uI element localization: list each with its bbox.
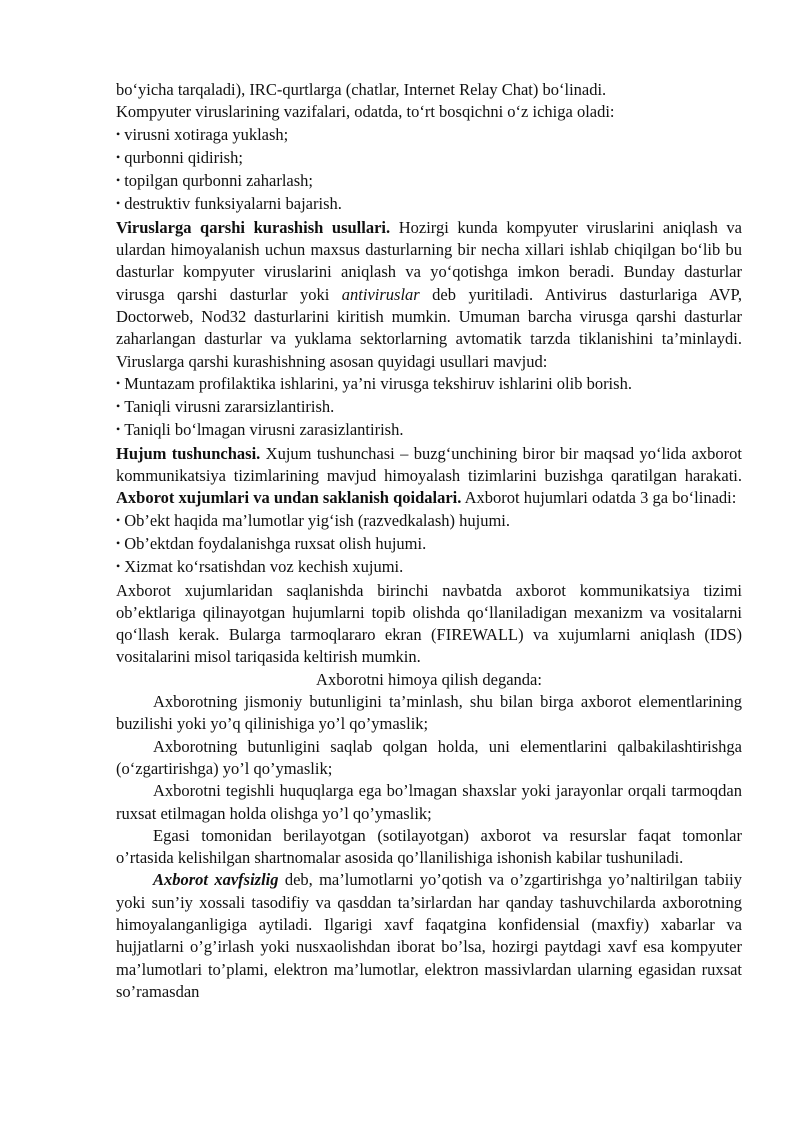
paragraph-protection-3: Axborotni tegishli huquqlarga ega bo’lmagan shaxslar yoki jarayonlar orqali tarmoqdan ruxsat etilmagan holda olishga yo’l qo’ymaslik; [116, 781, 742, 823]
paragraph-text: deb yuritiladi. Antivirus dasturlariga AVP, Doctorweb, Nod32 dasturlarini kiritish mumkin. Umuman barcha virusga qarshi dasturlar zaharlangan dasturlar va yuklama sektorlarning avtomatik tarzda tiklanishini ta’minlaydi. Viruslarga qarshi kurashishning asosan quyidagi usullari mavjud: [116, 284, 742, 371]
paragraph-virus-functions: Kompyuter viruslarining vazifalari, odatda, to‘rt bosqichni o‘z ichiga oladi: [116, 102, 615, 122]
paragraph-attack-concept [116, 443, 742, 510]
document-page [116, 79, 742, 1003]
paragraph-protection-2: Axborotning butunligini saqlab qolgan holda, uni elementlarini qalbakilashtirishga (o‘zgartirishga) yo’l qo’ymaslik; [116, 736, 742, 778]
list-item: • topilgan qurbonni zaharlash; [116, 170, 742, 193]
list-item: • destruktiv funksiyalarni bajarish. [116, 193, 742, 216]
centered-line: Axborotni himoya qilish deganda: [316, 669, 542, 689]
list-item: • Ob’ektdan foydalanishga ruxsat olish hujumi. [116, 533, 742, 556]
paragraph-attack-protection: Axborot xujumlaridan saqlanishda birinchi navbatda axborot kommunikatsiya tizimi ob’ektlariga qilinayotgan hujumlarni topib olishda qo‘llaniladigan mexanizm va vositalarni qo‘llash kerak. Bularga tarmoqlararo ekran (FIREWALL) va xujumlarni aniqlash (IDS) vositalarini misol tariqasida keltirish mumkin. [116, 580, 742, 667]
paragraph-text: deb, ma’lumotlarni yo’qotish va o’zgartirishga yo’naltirilgan tabiiy yoki sun’iy xossali tasodifiy va qasddan ta’sirlardan har qanday tashuvchilarda axborotning himoyalanganligiga aytiladi. Ilgarigi xavf faqatgina konfidensial (maxfiy) xabarlar va hujjatlarni o’g’irlash yoki nusxaolishdan iborat bo’lsa, hozirgi paytdagi xavf esa kompyuter ma’lumotlari to’plami, elektron ma’lumotlar, elektron massivlardan ularning egasidan ruxsat so’ramasdan [116, 870, 742, 1001]
list-item: • Muntazam profilaktika ishlarini, ya’ni virusga tekshiruv ishlarini olib borish. [116, 373, 742, 396]
virus-stages-list [116, 124, 742, 217]
section-heading-attack-rules: Axborot xujumlari va undan saklanish qoidalari. [116, 488, 462, 508]
list-item: • Ob’ekt haqida ma’lumotlar yig‘ish (razvedkalash) hujumi. [116, 510, 742, 533]
term-axborot-xavfsizlig: Axborot xavfsizlig [153, 870, 279, 890]
section-heading-antivirus: Viruslarga qarshi kurashish usullari. [116, 217, 391, 237]
list-item: • virusni xotiraga yuklash; [116, 124, 742, 147]
paragraph-text: Hozirgi kunda kompyuter viruslarini aniqlash va ulardan himoyalanish uchun maxsus dasturlarning bir necha xillari ishlab chiqilgan bo‘lib bu dasturlar kompyuter viruslarini aniqlash va yo‘qotishga imkon beradi. Bunday dasturlar virusga qarshi dasturlar yoki [116, 217, 742, 304]
list-item: • Taniqli bo‘lmagan virusni zarasizlantirish. [116, 419, 742, 442]
paragraph-text: Xujum tushunchasi – buzg‘unchining biror bir maqsad yo‘lida axborot kommunikatsiya tizimlarining mavjud himoyalash tizimlarini buzishga qaratilgan harakati. [116, 443, 742, 486]
paragraph-protection-4: Egasi tomonidan berilayotgan (sotilayotgan) axborot va resurslar faqat tomonlar o’rtasida kelishilgan shartnomalar asosida qo’llanilishiga ishonish kabilar tushuniladi. [116, 825, 742, 868]
paragraph-protection-1: Axborotning jismoniy butunligini ta’minlash, shu bilan birga axborot elementlarining buzilishi yoki yo’q qilinishiga yo’l qo’ymaslik; [116, 692, 742, 734]
list-item: • Xizmat ko‘rsatishdan voz kechish xujumi. [116, 556, 742, 579]
term-antiviruslar: antiviruslar [341, 284, 420, 304]
list-item: • Taniqli virusni zararsizlantirish. [116, 396, 742, 419]
paragraph-text: Axborot hujumlari odatda 3 ga bo‘linadi: [461, 488, 737, 508]
attack-types-list [116, 510, 742, 580]
antivirus-methods-list [116, 373, 742, 443]
paragraph-antivirus-methods [116, 217, 742, 373]
list-item: • qurbonni qidirish; [116, 147, 742, 170]
section-heading-attack: Hujum tushunchasi. [116, 443, 261, 463]
paragraph-intro-continued: bo‘yicha tarqaladi), IRC-qurtlarga (chatlar, Internet Relay Chat) bo‘linadi. [116, 80, 607, 99]
paragraph-information-security [116, 869, 742, 1003]
